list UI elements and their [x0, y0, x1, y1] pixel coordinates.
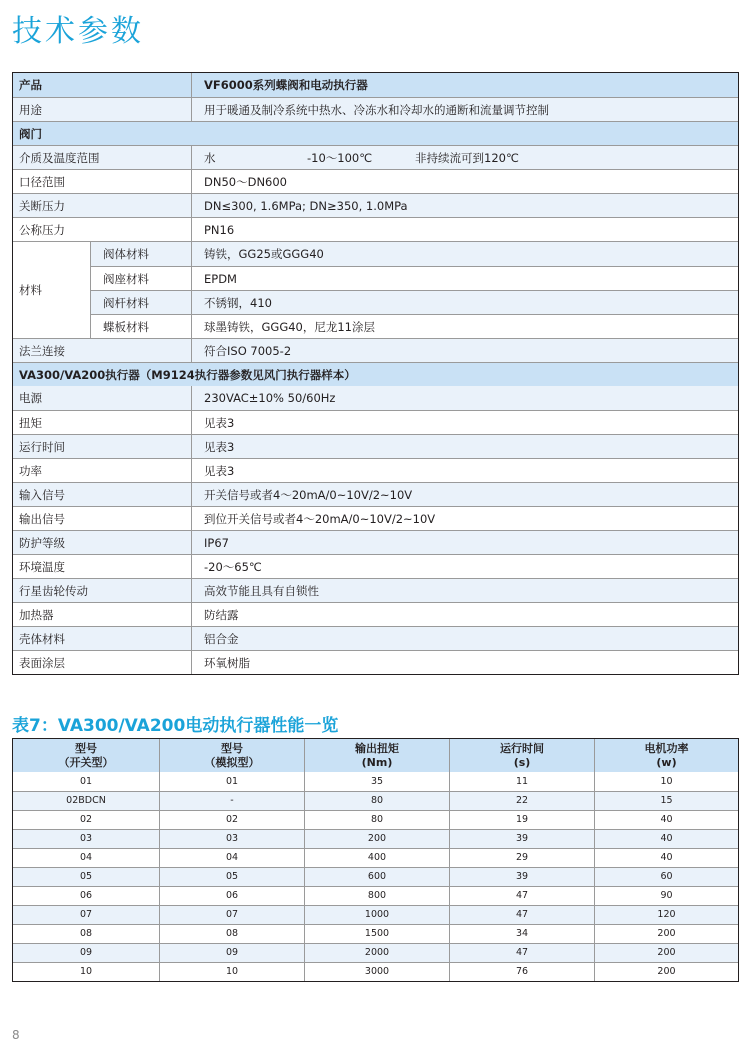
material-row — [91, 242, 738, 266]
spec-value: 开关信号或者4～20mA/0~10V/2~10V — [204, 487, 413, 502]
material-row — [91, 290, 738, 314]
spec-value: DN50～DN600 — [204, 174, 287, 189]
table-cell: 03 — [13, 830, 160, 848]
table-cell: 09 — [13, 944, 160, 962]
table-cell: 08 — [13, 925, 160, 943]
table-cell: 05 — [160, 868, 305, 886]
table-cell: 01 — [160, 772, 305, 791]
section-label: VA300/VA200执行器（M9124执行器参数见风门执行器样本） — [19, 367, 356, 382]
performance-rows — [13, 772, 738, 981]
material-label: 阀杆材料 — [91, 291, 192, 314]
spec-value: 铝合金 — [204, 631, 239, 646]
table-cell: 15 — [660, 795, 673, 806]
spec-row — [13, 434, 738, 458]
spec-label: 用途 — [13, 98, 192, 121]
table-cell: 09 — [160, 944, 305, 962]
table-cell: 05 — [13, 868, 160, 886]
page-title: 技术参数 — [12, 14, 144, 49]
table-cell: 40 — [660, 852, 673, 863]
table-cell: 200 — [657, 947, 676, 958]
table-cell: 76 — [450, 963, 595, 981]
spec-row — [13, 554, 738, 578]
table-cell: 47 — [450, 906, 595, 924]
material-value: 铸铁，GG25或GGG40 — [204, 247, 324, 261]
table-row — [13, 810, 738, 829]
table-cell: 22 — [450, 792, 595, 810]
spec-label: 口径范围 — [13, 170, 192, 193]
spec-value: 环氧树脂 — [204, 655, 250, 670]
medium-note: 非持续流可到120℃ — [415, 150, 519, 165]
table-cell: 3000 — [305, 963, 450, 981]
spec-label: 功率 — [13, 459, 192, 482]
spec-row — [13, 97, 738, 121]
spec-value: 高效节能且具有自锁性 — [204, 583, 319, 598]
section-header-valve — [13, 121, 738, 145]
table-cell: 39 — [450, 830, 595, 848]
spec-label: 关断压力 — [13, 194, 192, 217]
material-row — [91, 314, 738, 338]
table-cell: 07 — [13, 906, 160, 924]
spec-label: 运行时间 — [13, 435, 192, 458]
spec-value: 见表3 — [204, 439, 235, 454]
spec-row — [13, 193, 738, 217]
spec-label: 产品 — [13, 73, 192, 97]
spec-row — [13, 458, 738, 482]
table-cell: 90 — [660, 890, 673, 901]
spec-value: 防结露 — [204, 607, 239, 622]
table-cell: - — [160, 792, 305, 810]
spec-label: 防护等级 — [13, 531, 192, 554]
table-row — [13, 829, 738, 848]
spec-label: 表面涂层 — [13, 651, 192, 674]
table-cell: 400 — [305, 849, 450, 867]
spec-label: 法兰连接 — [13, 339, 192, 362]
spec-label: 介质及温度范围 — [13, 146, 192, 169]
spec-header-row — [13, 73, 738, 97]
page-number: 8 — [12, 1028, 20, 1042]
spec-row — [13, 217, 738, 241]
table-cell: 10 — [160, 963, 305, 981]
spec-row — [13, 145, 738, 169]
table-row — [13, 848, 738, 867]
table-row — [13, 962, 738, 981]
spec-label: 电源 — [13, 386, 192, 410]
column-header: 型号 （开关型） — [13, 739, 160, 772]
performance-table — [12, 738, 739, 982]
table-cell: 47 — [450, 944, 595, 962]
table-cell: 80 — [305, 792, 450, 810]
material-label: 阀体材料 — [91, 242, 192, 266]
table-cell: 60 — [660, 871, 673, 882]
material-label: 阀座材料 — [91, 267, 192, 290]
materials-group — [13, 241, 738, 338]
material-value: EPDM — [204, 271, 237, 286]
table-cell: 11 — [450, 772, 595, 791]
spec-row — [13, 410, 738, 434]
spec-label: 加热器 — [13, 603, 192, 626]
table-cell: 600 — [305, 868, 450, 886]
material-value: 不锈钢，410 — [204, 295, 272, 310]
spec-row — [13, 506, 738, 530]
spec-row — [13, 169, 738, 193]
spec-row — [13, 530, 738, 554]
spec-value — [192, 146, 738, 169]
table-cell: 39 — [450, 868, 595, 886]
spec-value: -20～65℃ — [204, 559, 262, 574]
spec-value: 符合ISO 7005-2 — [204, 343, 292, 358]
column-header: 型号 （模拟型） — [160, 739, 305, 772]
medium-type: 水 — [204, 150, 216, 165]
table-cell: 10 — [660, 775, 673, 787]
section-label: 阀门 — [19, 126, 42, 141]
spec-row — [13, 338, 738, 362]
spec-row — [13, 482, 738, 506]
material-value: 球墨铸铁，GGG40，尼龙11涂层 — [204, 319, 375, 334]
performance-header-row — [13, 739, 738, 772]
spec-label: 行星齿轮传动 — [13, 579, 192, 602]
table-cell: 06 — [160, 887, 305, 905]
spec-value: DN≤300, 1.6MPa; DN≥350, 1.0MPa — [204, 198, 408, 213]
table-row — [13, 886, 738, 905]
table-cell: 04 — [160, 849, 305, 867]
column-header: 运行时间 (s) — [450, 739, 595, 772]
table-cell: 06 — [13, 887, 160, 905]
spec-label: 壳体材料 — [13, 627, 192, 650]
table-cell: 19 — [450, 811, 595, 829]
table-cell: 10 — [13, 963, 160, 981]
spec-value: VF6000系列蝶阀和电动执行器 — [204, 78, 368, 92]
spec-row — [13, 578, 738, 602]
table-cell: 40 — [660, 833, 673, 844]
table-cell: 40 — [660, 814, 673, 825]
spec-row — [13, 626, 738, 650]
spec-value: PN16 — [204, 222, 235, 237]
spec-label: 输出信号 — [13, 507, 192, 530]
table-row — [13, 943, 738, 962]
table-cell: 01 — [13, 772, 160, 791]
medium-temp: -10～100℃ — [307, 150, 373, 165]
table-cell: 2000 — [305, 944, 450, 962]
table-cell: 1000 — [305, 906, 450, 924]
materials-rows — [91, 242, 738, 338]
table-cell: 800 — [305, 887, 450, 905]
table-cell: 02 — [13, 811, 160, 829]
table-row — [13, 772, 738, 791]
table-row — [13, 867, 738, 886]
table-cell: 04 — [13, 849, 160, 867]
table-cell: 200 — [657, 966, 676, 977]
spec-value: 到位开关信号或者4～20mA/0~10V/2~10V — [204, 511, 436, 526]
material-label: 蝶板材料 — [91, 315, 192, 338]
section-header-actuator — [13, 362, 738, 386]
table-cell: 03 — [160, 830, 305, 848]
table-row — [13, 924, 738, 943]
materials-label: 材料 — [13, 242, 91, 338]
actuator-rows — [13, 386, 738, 674]
spec-table — [12, 72, 739, 675]
table-cell: 08 — [160, 925, 305, 943]
table-row — [13, 791, 738, 810]
table-cell: 120 — [657, 909, 676, 920]
table-cell: 29 — [450, 849, 595, 867]
spec-row — [13, 386, 738, 410]
table-cell: 02BDCN — [13, 792, 160, 810]
spec-row — [13, 602, 738, 626]
spec-value: IP67 — [204, 535, 229, 550]
spec-value: 用于暖通及制冷系统中热水、冷冻水和冷却水的通断和流量调节控制 — [204, 102, 549, 117]
table-cell: 07 — [160, 906, 305, 924]
spec-label: 环境温度 — [13, 555, 192, 578]
spec-value: 见表3 — [204, 415, 235, 430]
table-cell: 1500 — [305, 925, 450, 943]
table-cell: 200 — [305, 830, 450, 848]
table-cell: 80 — [305, 811, 450, 829]
table7-title: 表7：VA300/VA200电动执行器性能一览 — [12, 716, 339, 736]
table-cell: 35 — [305, 772, 450, 791]
spec-label: 公称压力 — [13, 218, 192, 241]
table-cell: 34 — [450, 925, 595, 943]
table-cell: 47 — [450, 887, 595, 905]
column-header: 输出扭矩 (Nm) — [305, 739, 450, 772]
spec-label: 输入信号 — [13, 483, 192, 506]
spec-value: 230VAC±10% 50/60Hz — [204, 391, 336, 405]
table-cell: 200 — [657, 928, 676, 939]
spec-value: 见表3 — [204, 463, 235, 478]
table-cell: 02 — [160, 811, 305, 829]
column-header: 电机功率 (w) — [644, 741, 689, 769]
spec-row — [13, 650, 738, 674]
spec-label: 扭矩 — [13, 411, 192, 434]
material-row — [91, 266, 738, 290]
table-row — [13, 905, 738, 924]
